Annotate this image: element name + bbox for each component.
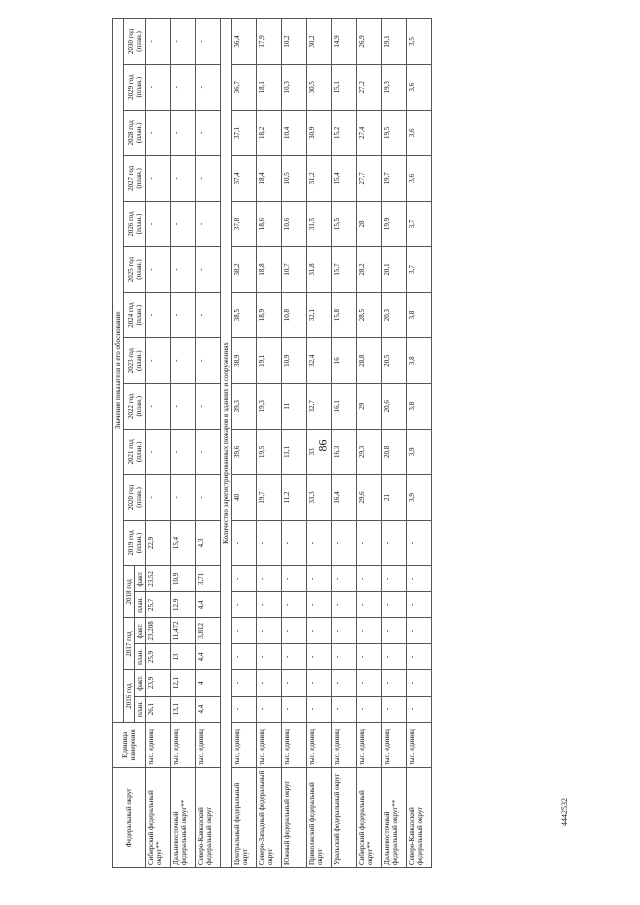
value-cell: - [146,156,171,202]
value-cell: 21 [382,475,407,521]
value-cell: - [232,670,257,696]
value-cell: 28,5 [357,292,382,338]
unit-cell: тыс. единиц [307,722,332,768]
value-cell: - [357,670,382,696]
value-cell: 20,1 [382,247,407,293]
value-cell: 19,7 [382,156,407,202]
value-cell: - [357,644,382,670]
header-plan-year: 2024 год (план.) [124,292,146,338]
value-cell: - [407,592,432,618]
header-year-2018: 2018 год [124,566,135,618]
value-cell: - [282,566,307,592]
value-cell: - [196,19,221,65]
value-cell: 19,7 [257,475,282,521]
section-row [221,19,232,868]
header-plan-year: 2023 год (план.) [124,338,146,384]
value-cell: - [282,670,307,696]
value-cell: - [307,670,332,696]
district-name: Южный федеральный округ [282,768,307,868]
unit-cell: тыс. единиц [407,722,432,768]
value-cell: - [257,670,282,696]
value-cell: - [196,247,221,293]
value-cell: - [257,520,282,566]
value-cell: 3,9 [407,475,432,521]
value-cell: 13,1 [171,696,196,722]
value-cell: 3,6 [407,110,432,156]
value-cell: - [232,566,257,592]
value-cell: 16 [332,338,357,384]
value-cell: 18,1 [257,64,282,110]
value-cell: - [146,475,171,521]
value-cell: - [257,592,282,618]
value-cell: 19,5 [382,110,407,156]
value-cell: 25,7 [146,592,171,618]
header-value-group: Значение показателя и его обоснование [113,19,124,723]
value-cell: 39,3 [232,383,257,429]
header-year-2017: 2017 год [124,618,135,670]
document-id: 4442532 [560,798,569,826]
statistics-table [112,18,432,868]
value-cell: 30,9 [307,110,332,156]
value-cell: 11,472 [171,618,196,644]
value-cell: 3,6 [407,64,432,110]
value-cell: 16,1 [332,383,357,429]
value-cell: 37,1 [232,110,257,156]
value-cell: 30,5 [307,64,332,110]
value-cell: - [146,110,171,156]
value-cell: 19,1 [257,338,282,384]
value-cell: - [171,247,196,293]
value-cell: 15,8 [332,292,357,338]
value-cell: 18,6 [257,201,282,247]
value-cell: 11 [282,383,307,429]
value-cell: 3,8 [407,292,432,338]
value-cell: - [196,292,221,338]
value-cell: 12,1 [171,670,196,696]
value-cell: - [171,475,196,521]
value-cell: 33 [307,429,332,475]
value-cell: 23,52 [146,566,171,592]
value-cell: - [232,520,257,566]
value-cell: 36,7 [232,64,257,110]
unit-cell: тыс. единиц [357,722,382,768]
value-cell: 27,2 [357,64,382,110]
value-cell: 29 [357,383,382,429]
value-cell: - [171,156,196,202]
value-cell: 32,7 [307,383,332,429]
value-cell: 19,9 [382,201,407,247]
value-cell: - [146,64,171,110]
value-cell: 3,7 [407,247,432,293]
value-cell: 3,71 [196,566,221,592]
table-row [171,19,196,868]
page-number: 86 [315,439,330,452]
district-name: Сибирский федеральный округ** [146,768,171,868]
value-cell: - [196,338,221,384]
value-cell: - [307,592,332,618]
header-unit: Единица измерения [113,722,146,768]
value-cell: 10,9 [282,338,307,384]
value-cell: 18,9 [257,292,282,338]
value-cell: 4,4 [196,696,221,722]
value-cell: - [382,520,407,566]
unit-cell: тыс. единиц [196,722,221,768]
value-cell: 38,2 [232,247,257,293]
value-cell: 15,5 [332,201,357,247]
value-cell: 22,9 [146,520,171,566]
value-cell: 3,8 [407,338,432,384]
value-cell: - [232,644,257,670]
value-cell: 32,4 [307,338,332,384]
header-plan-year: 2030 год (план.) [124,19,146,65]
value-cell: - [357,618,382,644]
value-cell: - [171,338,196,384]
value-cell: - [171,19,196,65]
value-cell: 3,7 [407,201,432,247]
value-cell: 10,5 [282,156,307,202]
value-cell: - [146,292,171,338]
value-cell: 25,9 [146,644,171,670]
value-cell: 3,8 [407,383,432,429]
value-cell: - [196,64,221,110]
value-cell: - [171,429,196,475]
header-sub-fact: факт. [135,670,146,696]
value-cell: - [171,383,196,429]
value-cell: - [257,696,282,722]
value-cell: - [332,670,357,696]
value-cell: 20,5 [382,338,407,384]
value-cell: 37,8 [232,201,257,247]
value-cell: 33,3 [307,475,332,521]
value-cell: - [307,618,332,644]
value-cell: 4 [196,670,221,696]
value-cell: - [382,670,407,696]
header-plan-year: 2028 год (план.) [124,110,146,156]
value-cell: 23,9 [146,670,171,696]
header-year-2016: 2016 год [124,670,135,722]
value-cell: 18,8 [257,247,282,293]
value-cell: 11,2 [282,475,307,521]
district-name: Северо-Западный федеральный округ [257,768,282,868]
header-sub-plan: план. [135,592,146,618]
value-cell: 11,1 [282,429,307,475]
value-cell: - [196,429,221,475]
value-cell: - [307,566,332,592]
table-row [196,19,221,868]
value-cell: 3,9 [407,429,432,475]
header-sub-fact: факт. [135,618,146,644]
value-cell: - [307,696,332,722]
value-cell: 19,1 [382,19,407,65]
value-cell: - [232,696,257,722]
header-plan-year: 2029 год (план.) [124,64,146,110]
value-cell: - [282,520,307,566]
unit-cell: тыс. единиц [146,722,171,768]
value-cell: 20,3 [382,292,407,338]
header-row-1 [113,19,124,868]
table-row [146,19,171,868]
value-cell: 15,4 [332,156,357,202]
value-cell: 39,6 [232,429,257,475]
value-cell: 20,8 [382,429,407,475]
value-cell: - [332,592,357,618]
table-row [257,19,282,868]
value-cell: 31,5 [307,201,332,247]
value-cell: - [332,696,357,722]
value-cell: - [407,670,432,696]
header-plan-year: 2025 год (план.) [124,247,146,293]
value-cell: - [382,566,407,592]
unit-cell: тыс. единиц [232,722,257,768]
district-name: Уральский федеральный округ [332,768,357,868]
district-name: Северо-Кавказский федеральный округ [407,768,432,868]
unit-cell: тыс. единиц [382,722,407,768]
header-sub-fact: факт. [135,566,146,592]
value-cell: - [382,592,407,618]
value-cell: 26,9 [357,19,382,65]
district-name: Сибирский федеральный округ** [357,768,382,868]
value-cell: 28,8 [357,338,382,384]
value-cell: - [332,644,357,670]
value-cell: 31,8 [307,247,332,293]
value-cell: 29,3 [357,429,382,475]
value-cell: 10,7 [282,247,307,293]
value-cell: 10,2 [282,19,307,65]
value-cell: 10,3 [282,64,307,110]
value-cell: - [382,696,407,722]
value-cell: - [332,520,357,566]
unit-cell: тыс. единиц [332,722,357,768]
table-row [357,19,382,868]
value-cell: 28,2 [357,247,382,293]
value-cell: - [307,520,332,566]
header-plan-year: 2027 год (план.) [124,156,146,202]
header-district: Федеральный округ [113,768,146,868]
value-cell: - [146,429,171,475]
value-cell: 13 [171,644,196,670]
value-cell: 12,9 [171,592,196,618]
value-cell: - [196,383,221,429]
value-cell: - [407,696,432,722]
value-cell: - [357,696,382,722]
value-cell: - [307,644,332,670]
value-cell: 15,1 [332,64,357,110]
value-cell: - [357,520,382,566]
value-cell: - [196,110,221,156]
value-cell: - [407,566,432,592]
value-cell: 20,6 [382,383,407,429]
header-plan-year: 2019 год (план.) [124,520,146,566]
section-header-body [221,19,232,868]
section-title: Количество зарегистрированных пожаров в зданиях и сооружениях [221,19,232,868]
district-name: Северо-Кавказский федеральный округ [196,768,221,868]
value-cell: 3,5 [407,19,432,65]
value-cell: 19,5 [257,429,282,475]
value-cell: - [146,383,171,429]
value-cell: 31,2 [307,156,332,202]
value-cell: - [146,201,171,247]
value-cell: - [257,618,282,644]
value-cell: - [332,566,357,592]
value-cell: 40 [232,475,257,521]
value-cell: 19,3 [382,64,407,110]
header-plan-year: 2026 год (план.) [124,201,146,247]
rotated-table-sheet [112,18,530,868]
value-cell: 29,6 [357,475,382,521]
value-cell: - [357,566,382,592]
value-cell: - [196,156,221,202]
value-cell: - [196,475,221,521]
value-cell: 16,4 [332,475,357,521]
value-cell: - [257,566,282,592]
value-cell: 36,4 [232,19,257,65]
table-body-top [146,19,221,868]
district-name: Дальневосточный федеральный округ** [382,768,407,868]
value-cell: 38,9 [232,338,257,384]
value-cell: - [232,618,257,644]
value-cell: 10,4 [282,110,307,156]
value-cell: 19,3 [257,383,282,429]
value-cell: - [282,644,307,670]
value-cell: - [407,520,432,566]
value-cell: - [407,644,432,670]
value-cell: - [407,618,432,644]
value-cell: 10,8 [282,292,307,338]
value-cell: 3,812 [196,618,221,644]
value-cell: - [146,19,171,65]
table-row [332,19,357,868]
value-cell: 27,4 [357,110,382,156]
value-cell: 16,3 [332,429,357,475]
value-cell: 15,7 [332,247,357,293]
value-cell: 28 [357,201,382,247]
value-cell: - [382,644,407,670]
table-row [282,19,307,868]
value-cell: 18,4 [257,156,282,202]
value-cell: - [282,592,307,618]
header-plan-year: 2022 год (план.) [124,383,146,429]
value-cell: 30,2 [307,19,332,65]
value-cell: 18,2 [257,110,282,156]
table-row [232,19,257,868]
table-row [307,19,332,868]
value-cell: - [257,644,282,670]
value-cell: - [232,592,257,618]
table-row [407,19,432,868]
value-cell: - [171,110,196,156]
header-sub-plan: план. [135,644,146,670]
value-cell: 14,9 [332,19,357,65]
value-cell: - [357,592,382,618]
value-cell: 10,6 [282,201,307,247]
header-sub-plan: план. [135,696,146,722]
value-cell: - [171,292,196,338]
district-name: Приволжский федеральный округ [307,768,332,868]
unit-cell: тыс. единиц [171,722,196,768]
value-cell: - [146,338,171,384]
value-cell: - [332,618,357,644]
table-body-bottom [232,19,432,868]
header-plan-year: 2020 год (план.) [124,475,146,521]
value-cell: 26,1 [146,696,171,722]
value-cell: - [171,64,196,110]
value-cell: 15,4 [171,520,196,566]
value-cell: - [146,247,171,293]
value-cell: 27,7 [357,156,382,202]
value-cell: - [171,201,196,247]
value-cell: - [196,201,221,247]
table-row [382,19,407,868]
value-cell: 4,4 [196,644,221,670]
district-name: Центральный федеральный округ [232,768,257,868]
unit-cell: тыс. единиц [282,722,307,768]
value-cell: - [282,696,307,722]
value-cell: 32,1 [307,292,332,338]
value-cell: 10,9 [171,566,196,592]
district-name: Дальневосточный федеральный округ** [171,768,196,868]
value-cell: 17,9 [257,19,282,65]
value-cell: - [282,618,307,644]
header-plan-year: 2021 год (план.) [124,429,146,475]
value-cell: - [382,618,407,644]
value-cell: 4,3 [196,520,221,566]
value-cell: 23,208 [146,618,171,644]
value-cell: 38,5 [232,292,257,338]
value-cell: 4,4 [196,592,221,618]
unit-cell: тыс. единиц [257,722,282,768]
value-cell: 37,4 [232,156,257,202]
value-cell: 15,2 [332,110,357,156]
value-cell: 3,6 [407,156,432,202]
